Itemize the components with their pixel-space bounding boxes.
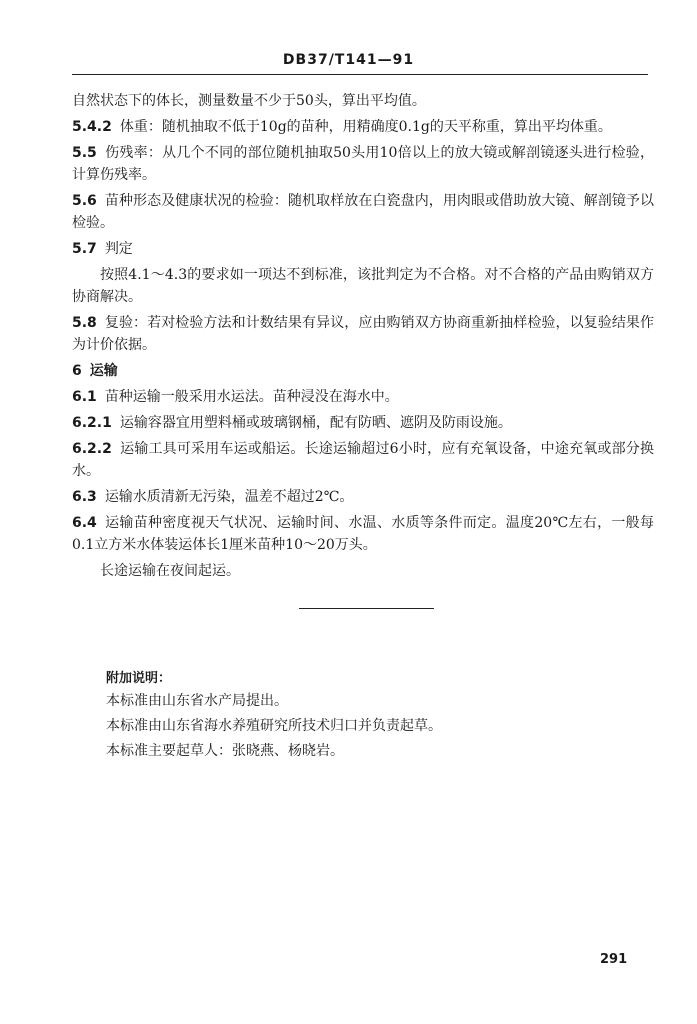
clause-5-6 — [72, 190, 654, 234]
clause-number: 5.4.2 — [72, 119, 112, 135]
clause-number: 5.5 — [72, 145, 97, 161]
section-title: 运输 — [89, 363, 118, 379]
section-6-heading — [72, 360, 654, 382]
header-rule — [72, 74, 648, 75]
clause-number: 6.4 — [72, 515, 97, 531]
clause-text: 复验：若对检验方法和计数结果有异议，应由购销双方协商重新抽样检验，以复验结果作为计价依据。 — [72, 315, 654, 353]
clause-5-4-2 — [72, 116, 654, 138]
paragraph-text: 自然状态下的体长，测量数量不少于50头，算出平均值。 — [72, 93, 426, 109]
clause-6-3 — [72, 486, 654, 508]
note-line: 本标准主要起草人：张晓燕、杨晓岩。 — [106, 743, 344, 759]
clause-text: 运输容器宜用塑料桶或玻璃钢桶，配有防晒、遮阴及防雨设施。 — [119, 415, 512, 431]
clause-6-4 — [72, 512, 654, 556]
section-number: 6 — [72, 363, 82, 379]
clause-text: 运输工具可采用车运或船运。长途运输超过6小时，应有充氧设备，中途充氧或部分换水。 — [72, 441, 654, 479]
note-line: 本标准由山东省水产局提出。 — [106, 693, 288, 709]
additional-notes — [106, 668, 626, 765]
clause-text: 苗种形态及健康状况的检验：随机取样放在白瓷盘内，用肉眼或借助放大镜、解剖镜予以检验。 — [72, 193, 654, 231]
clause-number: 5.8 — [72, 315, 97, 331]
note-line: 本标准由山东省海水养殖研究所技术归口并负责起草。 — [106, 718, 442, 734]
clause-6-2-1 — [72, 412, 654, 434]
clause-5-5 — [72, 142, 654, 186]
paragraph-text: 长途运输在夜间起运。 — [100, 563, 240, 579]
page-number: 291 — [600, 952, 628, 967]
clause-text: 判定 — [104, 241, 133, 257]
section-end-rule — [299, 608, 434, 609]
paragraph-judgement — [72, 264, 654, 308]
clause-text: 体重：随机抽取不低于10g的苗种，用精确度0.1g的天平称重，算出平均体重。 — [119, 119, 612, 135]
clause-5-8 — [72, 312, 654, 356]
clause-number: 6.2.2 — [72, 441, 112, 457]
paragraph-night-transport — [72, 560, 654, 582]
clause-number: 6.3 — [72, 489, 97, 505]
clause-number: 5.6 — [72, 193, 97, 209]
clause-6-1 — [72, 386, 654, 408]
clause-number: 6.1 — [72, 389, 97, 405]
clause-6-2-2 — [72, 438, 654, 482]
clause-number: 5.7 — [72, 241, 97, 257]
clause-text: 苗种运输一般采用水运法。苗种浸没在海水中。 — [104, 389, 399, 405]
notes-title: 附加说明： — [106, 671, 172, 686]
clause-text: 运输水质清新无污染，温差不超过2℃。 — [104, 489, 354, 505]
paragraph-body-length — [72, 90, 654, 112]
clause-text: 运输苗种密度视天气状况、运输时间、水温、水质等条件而定。温度20℃左右，一般每0.1立方米水体装运体长1厘米苗种10～20万头。 — [72, 515, 654, 553]
clause-number: 6.2.1 — [72, 415, 112, 431]
paragraph-text: 按照4.1～4.3的要求如一项达不到标准，该批判定为不合格。对不合格的产品由购销双方协商解决。 — [72, 267, 654, 305]
clause-text: 伤残率：从几个不同的部位随机抽取50头用10倍以上的放大镜或解剖镜逐头进行检验，计算伤残率。 — [72, 145, 654, 183]
clause-5-7 — [72, 238, 654, 260]
document-code-header: DB37/T141—91 — [282, 52, 415, 68]
document-body — [72, 90, 654, 586]
